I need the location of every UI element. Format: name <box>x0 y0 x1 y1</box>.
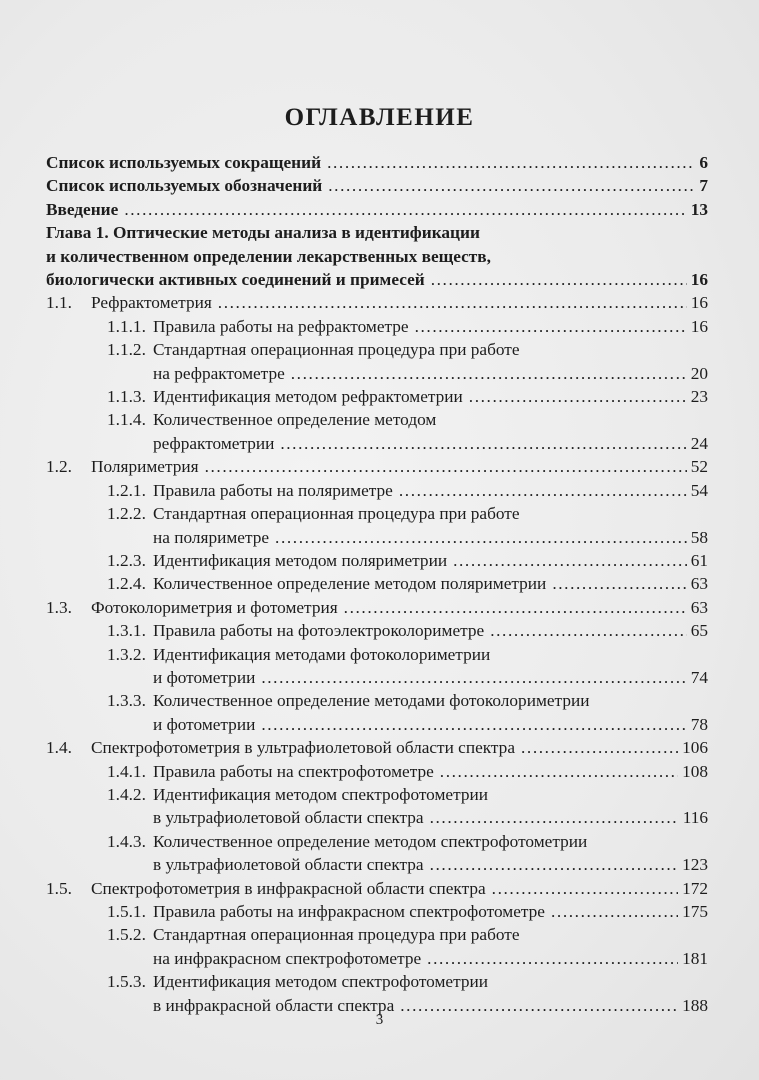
dot-leader <box>551 900 678 923</box>
toc-entry-page: 16 <box>690 293 708 313</box>
toc-entry-number: 1.2. <box>46 457 72 477</box>
toc-entry <box>46 549 708 572</box>
toc-entry-title: Количественное определение методом спектрофотометрии <box>153 831 588 851</box>
toc-entry-title: Глава 1. Оптические методы анализа в идентификации <box>46 223 480 243</box>
dot-leader <box>431 268 687 291</box>
toc-entry-title: и фотометрии <box>153 714 256 734</box>
dot-leader <box>453 549 687 572</box>
toc-entry <box>46 900 708 923</box>
toc-entry-page: 13 <box>690 199 708 219</box>
dot-leader <box>430 806 679 829</box>
toc-entry-title: Количественное определение методом поляриметрии <box>153 574 547 594</box>
toc-entry-title: Рефрактометрия <box>91 293 212 313</box>
toc-entry-title: Правила работы на спектрофотометре <box>153 761 434 781</box>
toc-entry <box>46 923 708 970</box>
dot-leader <box>552 572 686 595</box>
toc-entry <box>46 315 708 338</box>
toc-entry-page: 172 <box>682 878 708 898</box>
toc-entry-title: Стандартная операционная процедура при работе <box>153 340 520 360</box>
toc-entry-title: в ультрафиолетовой области спектра <box>153 808 424 828</box>
dot-leader <box>280 432 686 455</box>
toc-entry-number: 1.5.3. <box>107 972 146 992</box>
toc-entry-title: Количественное определение методом <box>153 410 437 430</box>
toc-entry-number: 1.2.3. <box>107 550 146 570</box>
toc-entry-number: 1.2.2. <box>107 504 146 524</box>
toc-entry-page: 181 <box>682 948 708 968</box>
dot-leader <box>521 736 678 759</box>
toc-entry-number: 1.1.1. <box>107 316 146 336</box>
toc-entry <box>46 338 708 385</box>
dot-leader <box>415 315 687 338</box>
dot-leader <box>440 760 678 783</box>
dot-leader <box>291 362 687 385</box>
toc-entry <box>46 479 708 502</box>
dot-leader <box>218 291 687 314</box>
toc-entry <box>46 385 708 408</box>
toc-entry <box>46 572 708 595</box>
toc-entry <box>46 830 708 877</box>
toc-entry-number: 1.4. <box>46 738 72 758</box>
toc-entry-number: 1.5.2. <box>107 925 146 945</box>
toc-entry-title: в инфракрасной области спектра <box>153 995 395 1015</box>
toc-entry-title: Идентификация методом поляриметрии <box>153 550 448 570</box>
toc-entry-page: 58 <box>690 527 708 547</box>
toc-entry-number: 1.2.4. <box>107 574 146 594</box>
dot-leader <box>205 455 687 478</box>
dot-leader <box>261 713 686 736</box>
toc-entry-number: 1.3.3. <box>107 691 146 711</box>
toc-entry <box>46 783 708 830</box>
toc-entry-title: Правила работы на инфракрасном спектрофотометре <box>153 902 545 921</box>
toc-entry-title: Список используемых сокращений <box>46 153 322 172</box>
toc-entry-title: Список используемых обозначений <box>46 176 323 196</box>
toc-entry <box>46 596 708 619</box>
toc-entry <box>46 877 708 900</box>
toc-entry-page: 16 <box>690 316 708 336</box>
toc-entry-page: 54 <box>690 480 708 500</box>
toc-entry-page: 188 <box>682 995 708 1015</box>
toc-entry-page: 175 <box>682 902 708 921</box>
dot-leader <box>261 666 686 689</box>
toc-entry-number: 1.4.3. <box>107 831 146 851</box>
dot-leader <box>490 619 687 642</box>
toc-entry <box>46 502 708 549</box>
toc-entry-number: 1.3.1. <box>107 621 146 641</box>
toc-entry <box>46 689 708 736</box>
toc-entry-page: 23 <box>690 387 708 407</box>
toc-entry-title: Стандартная операционная процедура при работе <box>153 504 520 524</box>
toc-entry-page: 52 <box>690 457 708 477</box>
toc-entry <box>46 221 708 291</box>
toc-entry-page: 74 <box>690 667 708 687</box>
toc-entry-title: Идентификация методами фотоколориметрии <box>153 644 491 664</box>
dot-leader <box>492 877 678 900</box>
toc-entry-title: Правила работы на фотоэлектроколориметре <box>153 621 485 641</box>
table-of-contents <box>46 151 708 1017</box>
toc-entry-title: Спектрофотометрия в инфракрасной области спектра <box>91 878 486 898</box>
toc-entry-title: и фотометрии <box>153 667 256 687</box>
dot-leader <box>327 151 695 174</box>
toc-entry-title: Количественное определение методами фотоколориметрии <box>153 691 590 711</box>
toc-entry-title: в ультрафиолетовой области спектра <box>153 855 424 875</box>
toc-entry-number: 1.5.1. <box>107 902 146 921</box>
toc-entry-title: Идентификация методом спектрофотометрии <box>153 972 488 992</box>
toc-entry-number: 1.4.1. <box>107 761 146 781</box>
toc-entry <box>46 174 708 197</box>
toc-entry-page: 20 <box>690 363 708 383</box>
toc-entry-page: 16 <box>690 270 708 290</box>
toc-entry-page: 7 <box>699 176 708 196</box>
toc-entry-title: Спектрофотометрия в ультрафиолетовой области спектра <box>91 738 515 758</box>
toc-entry-number: 1.1.3. <box>107 387 146 407</box>
toc-entry-number: 1.1.4. <box>107 410 146 430</box>
page-title: ОГЛАВЛЕНИЕ <box>284 104 475 131</box>
toc-entry <box>46 408 708 455</box>
dot-leader <box>124 198 686 221</box>
toc-entry <box>46 760 708 783</box>
page-number: 3 <box>375 1012 384 1028</box>
toc-entry-title: на поляриметре <box>153 527 270 547</box>
toc-entry-number: 1.3. <box>46 597 72 617</box>
toc-entry-number: 1.2.1. <box>107 480 146 500</box>
toc-entry-page: 106 <box>682 738 708 758</box>
toc-entry-number: 1.5. <box>46 878 72 898</box>
dot-leader <box>469 385 687 408</box>
toc-entry-number: 1.1.2. <box>107 340 146 360</box>
toc-entry-title: и количественном определении лекарственных веществ, <box>46 246 491 266</box>
toc-entry-title: Правила работы на рефрактометре <box>153 316 409 336</box>
toc-entry-number: 1.4.2. <box>107 784 146 804</box>
toc-entry-page: 123 <box>682 855 708 875</box>
toc-entry-title: Идентификация методом спектрофотометрии <box>153 784 488 804</box>
dot-leader <box>328 174 695 197</box>
toc-entry <box>46 291 708 314</box>
toc-entry-page: 116 <box>682 808 708 828</box>
toc-entry-page: 65 <box>690 621 708 641</box>
toc-entry-title: на инфракрасном спектрофотометре <box>153 948 422 968</box>
toc-entry <box>46 619 708 642</box>
toc-entry-page: 24 <box>690 433 708 453</box>
toc-entry-page: 63 <box>690 597 708 617</box>
toc-entry-title: Идентификация методом рефрактометрии <box>153 387 463 407</box>
toc-entry-page: 6 <box>699 153 708 172</box>
toc-entry-title: Фотоколориметрия и фотометрия <box>91 597 338 617</box>
toc-entry-title: биологически активных соединений и примесей <box>46 270 425 290</box>
toc-entry <box>46 736 708 759</box>
toc-entry <box>46 455 708 478</box>
toc-entry-title: на рефрактометре <box>153 363 285 383</box>
toc-entry-title: Правила работы на поляриметре <box>153 480 393 500</box>
toc-entry <box>46 198 708 221</box>
dot-leader <box>430 853 679 876</box>
toc-entry-title: Стандартная операционная процедура при работе <box>153 925 520 945</box>
dot-leader <box>344 596 687 619</box>
toc-entry-page: 61 <box>690 550 708 570</box>
toc-entry-title: Введение <box>46 199 119 219</box>
toc-entry-title: Поляриметрия <box>91 457 199 477</box>
toc-entry-number: 1.1. <box>46 293 72 313</box>
toc-entry-number: 1.3.2. <box>107 644 146 664</box>
dot-leader <box>427 947 678 970</box>
toc-entry <box>46 151 708 174</box>
dot-leader <box>399 479 687 502</box>
toc-entry-page: 78 <box>690 714 708 734</box>
dot-leader <box>275 526 687 549</box>
toc-entry <box>46 970 708 1017</box>
toc-entry-page: 63 <box>690 574 708 594</box>
toc-entry-page: 108 <box>682 761 708 781</box>
toc-entry-title: рефрактометрии <box>153 433 275 453</box>
toc-entry <box>46 643 708 690</box>
